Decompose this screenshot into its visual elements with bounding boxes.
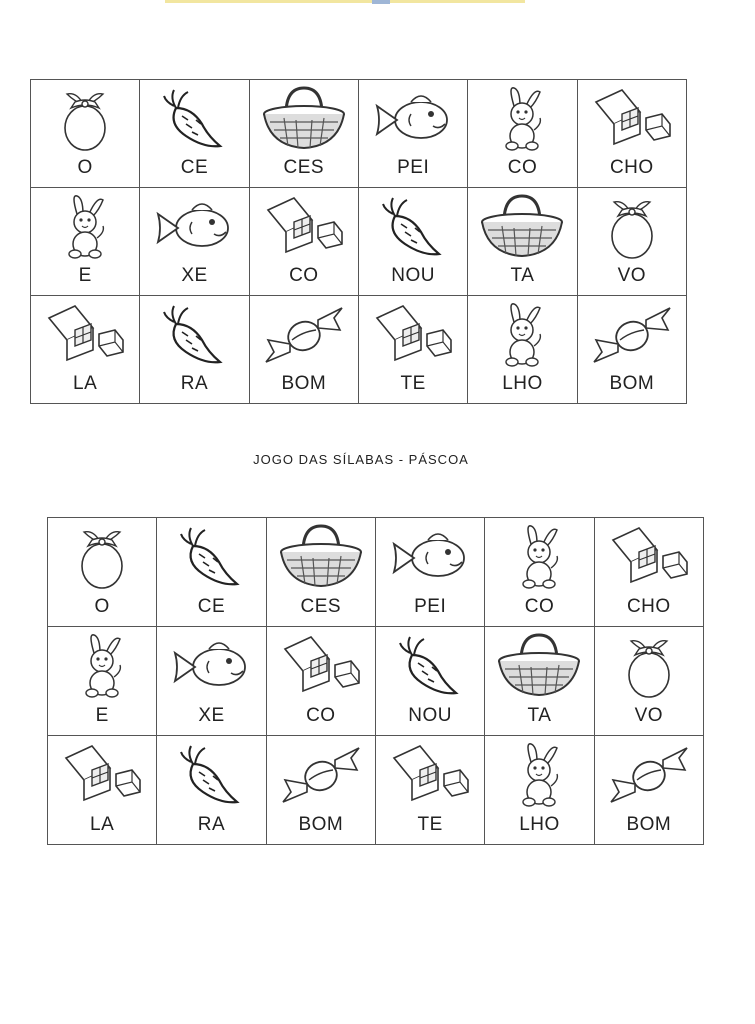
chocolate-icon (273, 631, 369, 699)
syllable-card (250, 80, 359, 188)
candy-icon (601, 740, 697, 808)
syllable-label: NOU (391, 265, 436, 286)
bunny-icon (474, 84, 570, 152)
syllable-label: RA (180, 373, 209, 394)
syllable-card (157, 627, 266, 736)
syllable-label: VO (634, 705, 664, 726)
syllable-label: CO (289, 265, 319, 286)
syllable-label: LHO (502, 373, 543, 394)
syllable-card (485, 736, 594, 845)
syllable-label: CO (306, 705, 336, 726)
fish-icon (163, 631, 259, 699)
syllable-card (595, 736, 704, 845)
syllable-card (359, 188, 468, 296)
top-edge-mark-blue (372, 0, 390, 4)
syllable-card (595, 627, 704, 736)
syllable-card (140, 296, 249, 404)
chocolate-icon (54, 740, 150, 808)
chocolate-icon (584, 84, 680, 152)
syllable-label: BOM (609, 373, 655, 394)
basket-icon (273, 522, 369, 590)
syllable-label: PEI (397, 157, 430, 178)
syllable-label: VO (617, 265, 647, 286)
syllable-label: CHO (609, 157, 654, 178)
carrot-icon (146, 300, 242, 368)
syllable-label: CHO (626, 596, 671, 617)
syllable-card (485, 627, 594, 736)
basket-icon (491, 631, 587, 699)
syllable-board-1 (30, 79, 687, 404)
syllable-label: CO (507, 157, 538, 178)
egg-bag-icon (37, 84, 133, 152)
chocolate-icon (365, 300, 461, 368)
syllable-card (157, 518, 266, 627)
fish-icon (382, 522, 478, 590)
fish-icon (365, 84, 461, 152)
syllable-card (48, 518, 157, 627)
bunny-icon (491, 740, 587, 808)
syllable-card (578, 188, 687, 296)
syllable-card (376, 627, 485, 736)
syllable-card (267, 736, 376, 845)
syllable-label: XE (181, 265, 208, 286)
syllable-card (250, 188, 359, 296)
syllable-label: O (94, 596, 110, 617)
syllable-label: BOM (626, 814, 672, 835)
syllable-card (595, 518, 704, 627)
egg-bag-icon (584, 192, 680, 260)
syllable-card (578, 80, 687, 188)
syllable-label: TA (527, 705, 552, 726)
syllable-label: BOM (281, 373, 327, 394)
syllable-card (485, 518, 594, 627)
syllable-card (578, 296, 687, 404)
syllable-label: E (95, 705, 109, 726)
candy-icon (584, 300, 680, 368)
syllable-label: TA (510, 265, 535, 286)
syllable-card (468, 188, 577, 296)
egg-bag-icon (601, 631, 697, 699)
carrot-icon (365, 192, 461, 260)
syllable-label: CO (524, 596, 555, 617)
syllable-label: LA (73, 373, 98, 394)
bunny-icon (474, 300, 570, 368)
syllable-card (140, 188, 249, 296)
candy-icon (256, 300, 352, 368)
chocolate-icon (37, 300, 133, 368)
syllable-card (250, 296, 359, 404)
syllable-card (157, 736, 266, 845)
carrot-icon (163, 740, 259, 808)
egg-bag-icon (54, 522, 150, 590)
bunny-icon (491, 522, 587, 590)
basket-icon (474, 192, 570, 260)
syllable-label: CES (283, 157, 325, 178)
syllable-label: CE (180, 157, 209, 178)
syllable-card (140, 80, 249, 188)
syllable-board-2 (47, 517, 704, 845)
syllable-card (31, 80, 140, 188)
syllable-label: LHO (519, 814, 560, 835)
syllable-label: O (77, 157, 93, 178)
carrot-icon (163, 522, 259, 590)
syllable-label: BOM (298, 814, 344, 835)
syllable-label: XE (198, 705, 225, 726)
syllable-card (267, 627, 376, 736)
candy-icon (273, 740, 369, 808)
syllable-card (267, 518, 376, 627)
syllable-card (376, 736, 485, 845)
page-title: JOGO DAS SÍLABAS - PÁSCOA (253, 452, 469, 467)
syllable-label: RA (197, 814, 226, 835)
syllable-label: CE (197, 596, 226, 617)
chocolate-icon (256, 192, 352, 260)
syllable-card (359, 296, 468, 404)
syllable-card (468, 296, 577, 404)
basket-icon (256, 84, 352, 152)
top-edge-mark (165, 0, 525, 3)
syllable-card (48, 736, 157, 845)
carrot-icon (146, 84, 242, 152)
syllable-card (468, 80, 577, 188)
bunny-icon (54, 631, 150, 699)
syllable-label: E (78, 265, 92, 286)
syllable-label: CES (300, 596, 342, 617)
bunny-icon (37, 192, 133, 260)
syllable-label: TE (417, 814, 443, 835)
syllable-label: PEI (414, 596, 447, 617)
chocolate-icon (601, 522, 697, 590)
syllable-card (31, 296, 140, 404)
chocolate-icon (382, 740, 478, 808)
syllable-label: LA (90, 814, 115, 835)
fish-icon (146, 192, 242, 260)
carrot-icon (382, 631, 478, 699)
syllable-card (359, 80, 468, 188)
syllable-card (48, 627, 157, 736)
syllable-card (376, 518, 485, 627)
syllable-card (31, 188, 140, 296)
syllable-label: TE (400, 373, 426, 394)
syllable-label: NOU (408, 705, 453, 726)
